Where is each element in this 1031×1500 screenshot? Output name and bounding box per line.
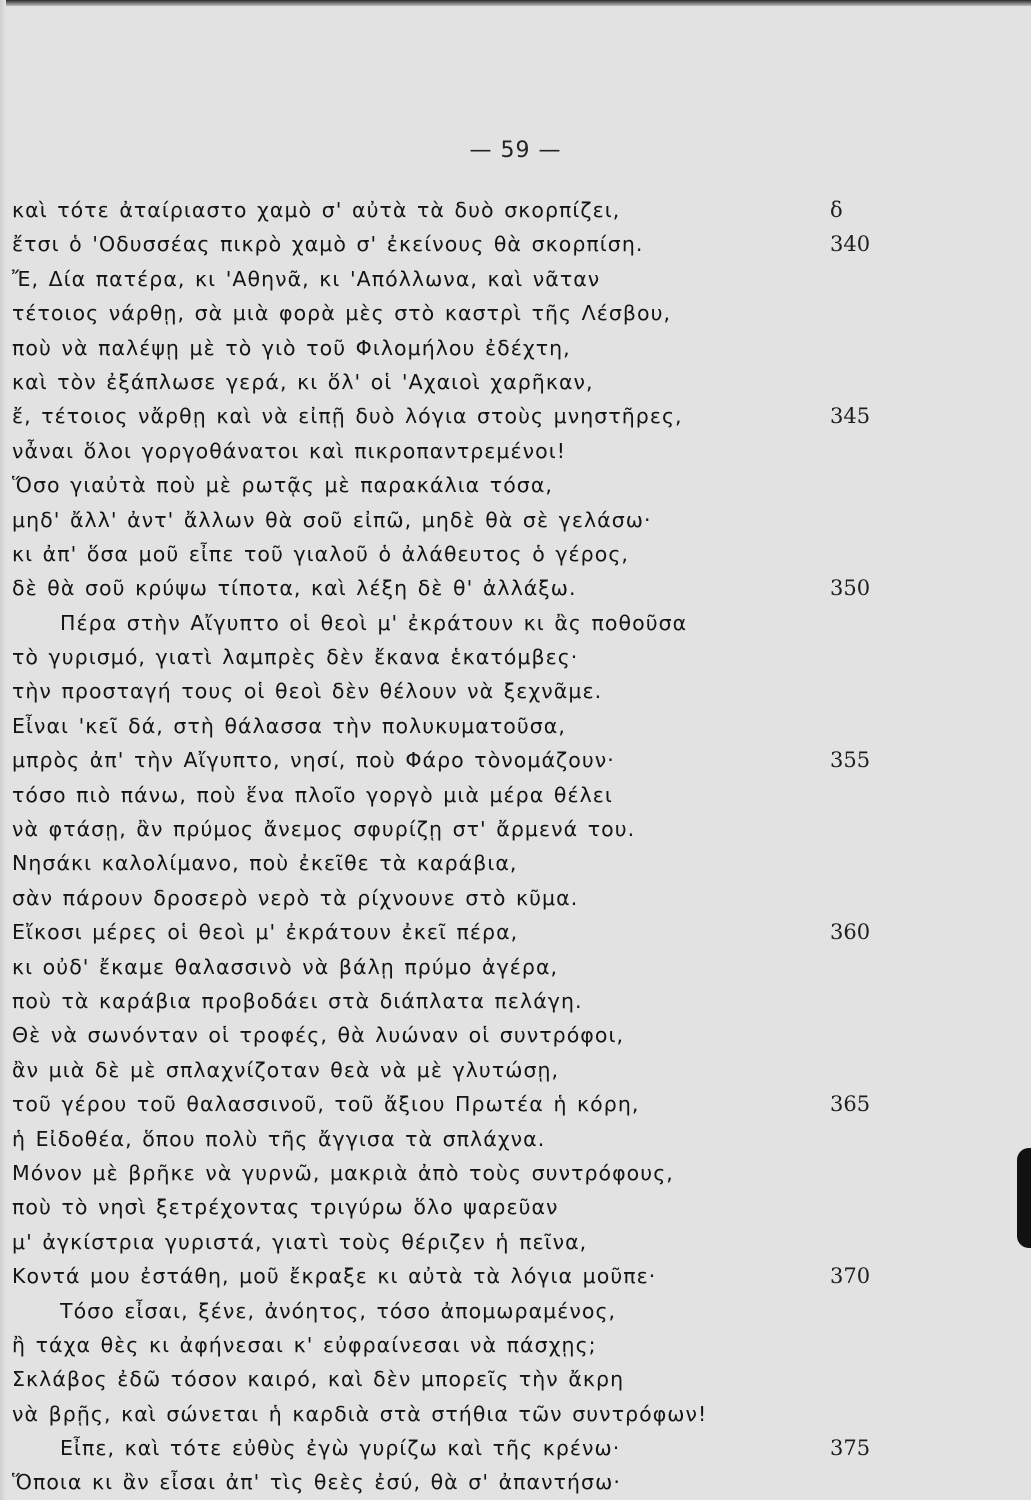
verse-text: Νησάκι καλολίμανο, ποὺ ἐκεῖθε τὰ καράβια, bbox=[12, 851, 518, 876]
verse-text: σὰν πάρουν δροσερὸ νερὸ τὰ ρίχνουνε στὸ κῦμα. bbox=[12, 885, 579, 910]
page-number: — 59 — bbox=[469, 138, 562, 163]
verse-text: τόσο πιὸ πάνω, ποὺ ἕνα πλοῖο γοργὸ μιὰ μέρα θέλει bbox=[12, 782, 613, 807]
verse-line bbox=[12, 984, 892, 1018]
verse-line bbox=[12, 743, 892, 777]
verse-text: τὴν προσταγή τους οἱ θεοὶ δὲν θέλουν νὰ ξεχνᾶμε. bbox=[12, 679, 603, 704]
verse-line bbox=[12, 1362, 892, 1396]
verse-text: ἢ τάχα θὲς κι ἀφήνεσαι κ' εὐφραίνεσαι νὰ πάσχῃς; bbox=[12, 1332, 597, 1357]
verse-text: Κοντά μου ἐστάθη, μοῦ ἔκραξε κι αὐτὰ τὰ λόγια μοῦπε· bbox=[12, 1264, 657, 1289]
verse-line bbox=[12, 950, 892, 984]
verse-line bbox=[12, 881, 892, 915]
verse-line bbox=[12, 331, 892, 365]
verse-line bbox=[12, 1397, 892, 1431]
verse-text: δὲ θὰ σοῦ κρύψω τίποτα, καὶ λέξη δὲ θ' ἀλλάξω. bbox=[12, 576, 577, 601]
verse-line bbox=[12, 1328, 892, 1362]
verse-line bbox=[12, 434, 892, 468]
verse-line bbox=[12, 1465, 892, 1499]
verse-line bbox=[12, 1156, 892, 1190]
verse-text: νἆναι ὅλοι γοργοθάνατοι καὶ πικροπαντρεμένοι! bbox=[12, 438, 566, 463]
line-number: 360 bbox=[830, 920, 871, 945]
verse-text: ποὺ τὸ νησὶ ξετρέχοντας τριγύρω ὅλο ψαρεῦαν bbox=[12, 1195, 559, 1220]
verse-line bbox=[12, 1087, 892, 1121]
verse-text: Τόσο εἶσαι, ξένε, ἀνόητος, τόσο ἀπομωραμένος, bbox=[60, 1298, 617, 1323]
verse-line bbox=[12, 778, 892, 812]
verse-line bbox=[12, 1431, 892, 1465]
verse-text: καὶ τὸν ἐξάπλωσε γερά, κι ὅλ' οἱ 'Αχαιοὶ χαρῆκαν, bbox=[12, 369, 594, 394]
verse-line bbox=[12, 537, 892, 571]
verse-line bbox=[12, 709, 892, 743]
verse-line bbox=[12, 1190, 892, 1224]
verse-line bbox=[12, 193, 892, 227]
verse-text: ἂν μιὰ δὲ μὲ σπλαχνίζοταν θεὰ νὰ μὲ γλυτώσῃ, bbox=[12, 1057, 560, 1082]
line-number: δ bbox=[830, 198, 843, 222]
poem-text bbox=[12, 193, 892, 1500]
verse-text: νὰ φτάσῃ, ἂν πρύμος ἄνεμος σφυρίζῃ στ' ἄρμενά του. bbox=[12, 817, 636, 842]
verse-text: Πέρα στὴν Αἴγυπτο οἱ θεοὶ μ' ἐκράτουν κι ἂς ποθοῦσα bbox=[60, 610, 688, 635]
verse-text: Μόνον μὲ βρῆκε νὰ γυρνῶ, μακριὰ ἀπὸ τοὺς συντρόφους, bbox=[12, 1160, 674, 1185]
line-number: 375 bbox=[830, 1436, 871, 1461]
verse-text: καὶ τότε ἀταίριαστο χαμὸ σ' αὐτὰ τὰ δυὸ σκορπίζει, bbox=[12, 198, 621, 222]
verse-line bbox=[12, 262, 892, 296]
line-number: 340 bbox=[830, 232, 871, 257]
page-top-edge bbox=[0, 0, 1031, 6]
verse-text: Θὲ νὰ σωνόνταν οἱ τροφές, θὰ λυώναν οἱ συντρόφοι, bbox=[12, 1023, 625, 1048]
verse-text: Εἶναι 'κεῖ δά, στὴ θάλασσα τὴν πολυκυματοῦσα, bbox=[12, 713, 566, 738]
verse-text: Ἔ, Δία πατέρα, κι 'Αθηνᾶ, κι 'Απόλλωνα, καὶ νᾶταν bbox=[12, 266, 601, 291]
verse-line bbox=[12, 365, 892, 399]
verse-text: Εἴκοσι μέρες οἱ θεοὶ μ' ἐκράτουν ἐκεῖ πέρα, bbox=[12, 920, 519, 945]
verse-text: ἔτσι ὁ 'Οδυσσέας πικρὸ χαμὸ σ' ἐκείνους θὰ σκορπίση. bbox=[12, 232, 644, 257]
verse-line bbox=[12, 915, 892, 949]
verse-text: τέτοιος νάρθῃ, σὰ μιὰ φορὰ μὲς στὸ καστρὶ τῆς Λέσβου, bbox=[12, 301, 672, 326]
verse-line bbox=[12, 1122, 892, 1156]
verse-text: Ὅσο γιαὐτὰ ποὺ μὲ ρωτᾷς μὲ παρακάλια τόσα, bbox=[12, 473, 553, 498]
verse-text: κι οὐδ' ἔκαμε θαλασσινὸ νὰ βάλῃ πρύμο ἀγέρα, bbox=[12, 954, 559, 979]
verse-line bbox=[12, 846, 892, 880]
verse-line bbox=[12, 296, 892, 330]
line-number: 350 bbox=[830, 576, 871, 601]
line-number: 370 bbox=[830, 1264, 871, 1289]
verse-line bbox=[12, 674, 892, 708]
verse-line bbox=[12, 1018, 892, 1052]
line-number: 355 bbox=[830, 748, 871, 773]
verse-text: ἡ Εἰδοθέα, ὅπου πολὺ τῆς ἄγγισα τὰ σπλάχνα. bbox=[12, 1126, 546, 1151]
verse-line bbox=[12, 1225, 892, 1259]
verse-text: τὸ γυρισμό, γιατὶ λαμπρὲς δὲν ἔκανα ἑκατόμβες· bbox=[12, 645, 579, 670]
verse-line bbox=[12, 1053, 892, 1087]
verse-line bbox=[12, 571, 892, 605]
verse-line bbox=[12, 606, 892, 640]
verse-text: Σκλάβος ἐδῶ τόσον καιρό, καὶ δὲν μπορεῖς τὴν ἄκρη bbox=[12, 1367, 625, 1392]
verse-text: κι ἀπ' ὅσα μοῦ εἶπε τοῦ γιαλοῦ ὁ ἀλάθευτος ὁ γέρος, bbox=[12, 541, 629, 566]
verse-line bbox=[12, 468, 892, 502]
verse-text: ποὺ νὰ παλέψῃ μὲ τὸ γιὸ τοῦ Φιλομήλου ἐδέχτη, bbox=[12, 335, 571, 360]
verse-text: νὰ βρῇς, καὶ σώνεται ἡ καρδιὰ στὰ στήθια τῶν συντρόφων! bbox=[12, 1401, 708, 1426]
page-edge-tab bbox=[1017, 1148, 1031, 1248]
verse-text: τοῦ γέρου τοῦ θαλασσινοῦ, τοῦ ἄξιου Πρωτέα ἡ κόρη, bbox=[12, 1092, 640, 1117]
binding-shadow bbox=[0, 0, 6, 1500]
verse-line bbox=[12, 399, 892, 433]
verse-line bbox=[12, 503, 892, 537]
verse-text: μ' ἀγκίστρια γυριστά, γιατὶ τοὺς θέριζεν ἡ πεῖνα, bbox=[12, 1229, 588, 1254]
verse-line bbox=[12, 1294, 892, 1328]
verse-line bbox=[12, 1259, 892, 1293]
verse-text: μηδ' ἄλλ' ἀντ' ἄλλων θὰ σοῦ εἰπῶ, μηδὲ θὰ σὲ γελάσω· bbox=[12, 507, 652, 532]
verse-text: μπρὸς ἀπ' τὴν Αἴγυπτο, νησί, ποὺ Φάρο τὸνομάζουν· bbox=[12, 748, 615, 773]
verse-line bbox=[12, 812, 892, 846]
verse-text: ἔ, τέτοιος νἄρθῃ καὶ νὰ εἰπῇ δυὸ λόγια στοὺς μνηστῆρες, bbox=[12, 404, 683, 429]
verse-text: Ὅποια κι ἂν εἶσαι ἀπ' τὶς θεὲς ἐσύ, θὰ σ' ἀπαντήσω· bbox=[12, 1470, 621, 1495]
line-number: 345 bbox=[830, 404, 871, 429]
verse-line bbox=[12, 227, 892, 261]
verse-line bbox=[12, 640, 892, 674]
verse-text: ποὺ τὰ καράβια προβοδάει στὰ διάπλατα πελάγη. bbox=[12, 988, 583, 1013]
verse-text: Εἶπε, καὶ τότε εὐθὺς ἐγὼ γυρίζω καὶ τῆς κρένω· bbox=[60, 1436, 621, 1461]
line-number: 365 bbox=[830, 1092, 871, 1117]
